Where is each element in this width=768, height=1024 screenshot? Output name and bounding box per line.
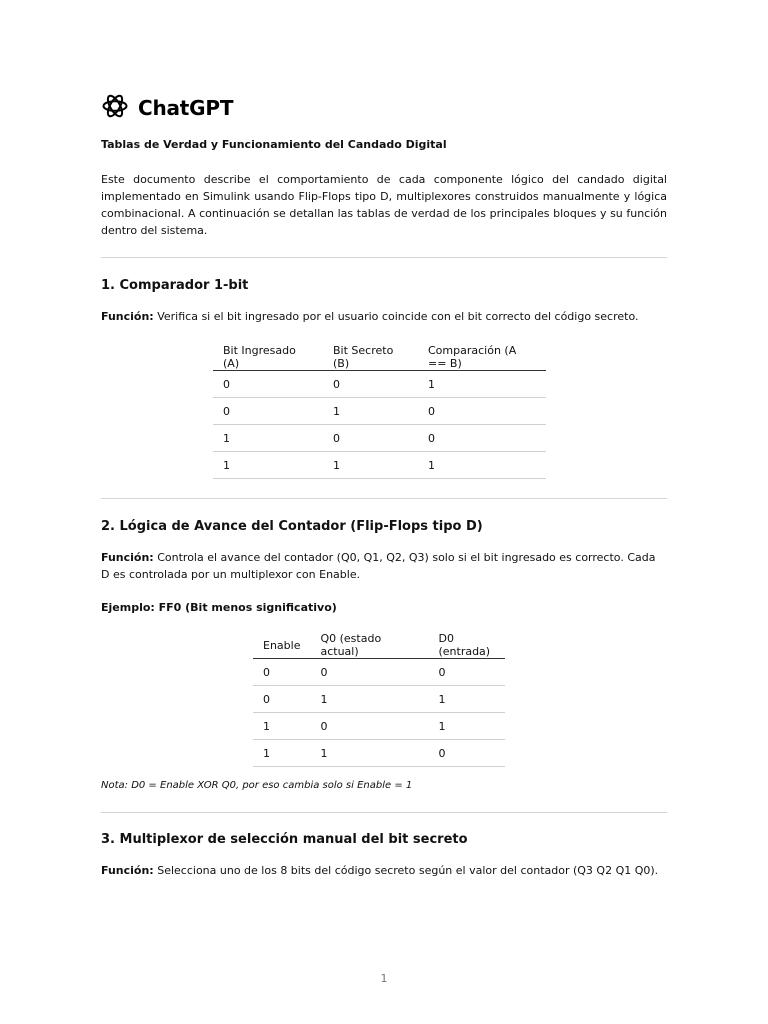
- column-header: Comparación (A == B): [418, 344, 546, 371]
- table-cell: 0: [213, 398, 323, 425]
- function-label: Función:: [101, 551, 154, 564]
- table-cell: 1: [418, 371, 546, 398]
- table-cell: 1: [310, 740, 428, 767]
- function-label: Función:: [101, 864, 154, 877]
- table-cell: 1: [323, 452, 418, 479]
- table-row: [213, 452, 546, 479]
- section-heading: 1. Comparador 1-bit: [101, 278, 249, 293]
- openai-logo-icon: [101, 92, 129, 124]
- table-cell: 1: [213, 425, 323, 452]
- table-header-row: [213, 344, 546, 371]
- function-description: [101, 862, 667, 879]
- table-cell: 0: [428, 659, 505, 686]
- brand-header: [101, 94, 667, 122]
- table-cell: 0: [323, 425, 418, 452]
- table-row: [213, 371, 546, 398]
- divider: [101, 257, 667, 258]
- function-description: [101, 549, 667, 583]
- function-text: Controla el avance del contador (Q0, Q1, Q2, Q3) solo si el bit ingresado es correcto. Cada D es controlada por un multiplexor con Enable.: [101, 551, 656, 581]
- column-header: Bit Ingresado (A): [213, 344, 323, 371]
- table-row: [253, 740, 505, 767]
- table-cell: 0: [418, 398, 546, 425]
- table-cell: 0: [253, 686, 310, 713]
- table-row: [253, 686, 505, 713]
- divider: [101, 812, 667, 813]
- table-row: [253, 713, 505, 740]
- table-cell: 1: [213, 452, 323, 479]
- example-label: Ejemplo: FF0 (Bit menos significativo): [101, 601, 337, 614]
- table-cell: 1: [418, 452, 546, 479]
- table-cell: 0: [310, 713, 428, 740]
- divider: [101, 498, 667, 499]
- table-cell: 0: [428, 740, 505, 767]
- function-text: Selecciona uno de los 8 bits del código secreto según el valor del contador (Q3 Q2 Q1 Q0).: [157, 864, 659, 877]
- truth-table-flipflop: [253, 632, 505, 767]
- column-header: Bit Secreto (B): [323, 344, 418, 371]
- table-cell: 0: [213, 371, 323, 398]
- table-row: [213, 425, 546, 452]
- section-heading: 2. Lógica de Avance del Contador (Flip-Flops tipo D): [101, 519, 483, 534]
- truth-table-comparator: [213, 344, 546, 479]
- intro-paragraph: Este documento describe el comportamiento de cada componente lógico del candado digital implementado en Simulink usando Flip-Flops tipo D, multiplexores construidos manualmente y lógica combinacional. A continuación se detallan las tablas de verdad de los principales bloques y su función dentro del sistema.: [101, 173, 667, 237]
- brand-name: ChatGPT: [138, 96, 234, 120]
- column-header: Enable: [253, 632, 310, 659]
- document-title: Tablas de Verdad y Funcionamiento del Candado Digital: [101, 138, 447, 151]
- table-note: Nota: D0 = Enable XOR Q0, por eso cambia solo si Enable = 1: [101, 780, 413, 791]
- table-row: [253, 659, 505, 686]
- section-heading: 3. Multiplexor de selección manual del bit secreto: [101, 832, 468, 847]
- table-cell: 0: [253, 659, 310, 686]
- table-cell: 0: [418, 425, 546, 452]
- table-row: [213, 398, 546, 425]
- table-cell: 1: [310, 686, 428, 713]
- column-header: Q0 (estado actual): [310, 632, 428, 659]
- table-cell: 1: [428, 713, 505, 740]
- document-page: [101, 94, 667, 879]
- table-cell: 1: [253, 740, 310, 767]
- table-cell: 0: [310, 659, 428, 686]
- function-description: [101, 308, 667, 325]
- table-cell: 1: [428, 686, 505, 713]
- table-cell: 1: [323, 398, 418, 425]
- table-cell: 0: [323, 371, 418, 398]
- function-text: Verifica si el bit ingresado por el usuario coincide con el bit correcto del código secreto.: [157, 310, 639, 323]
- function-label: Función:: [101, 310, 154, 323]
- table-cell: 1: [253, 713, 310, 740]
- column-header: D0 (entrada): [428, 632, 505, 659]
- table-header-row: [253, 632, 505, 659]
- page-number: 1: [380, 972, 388, 985]
